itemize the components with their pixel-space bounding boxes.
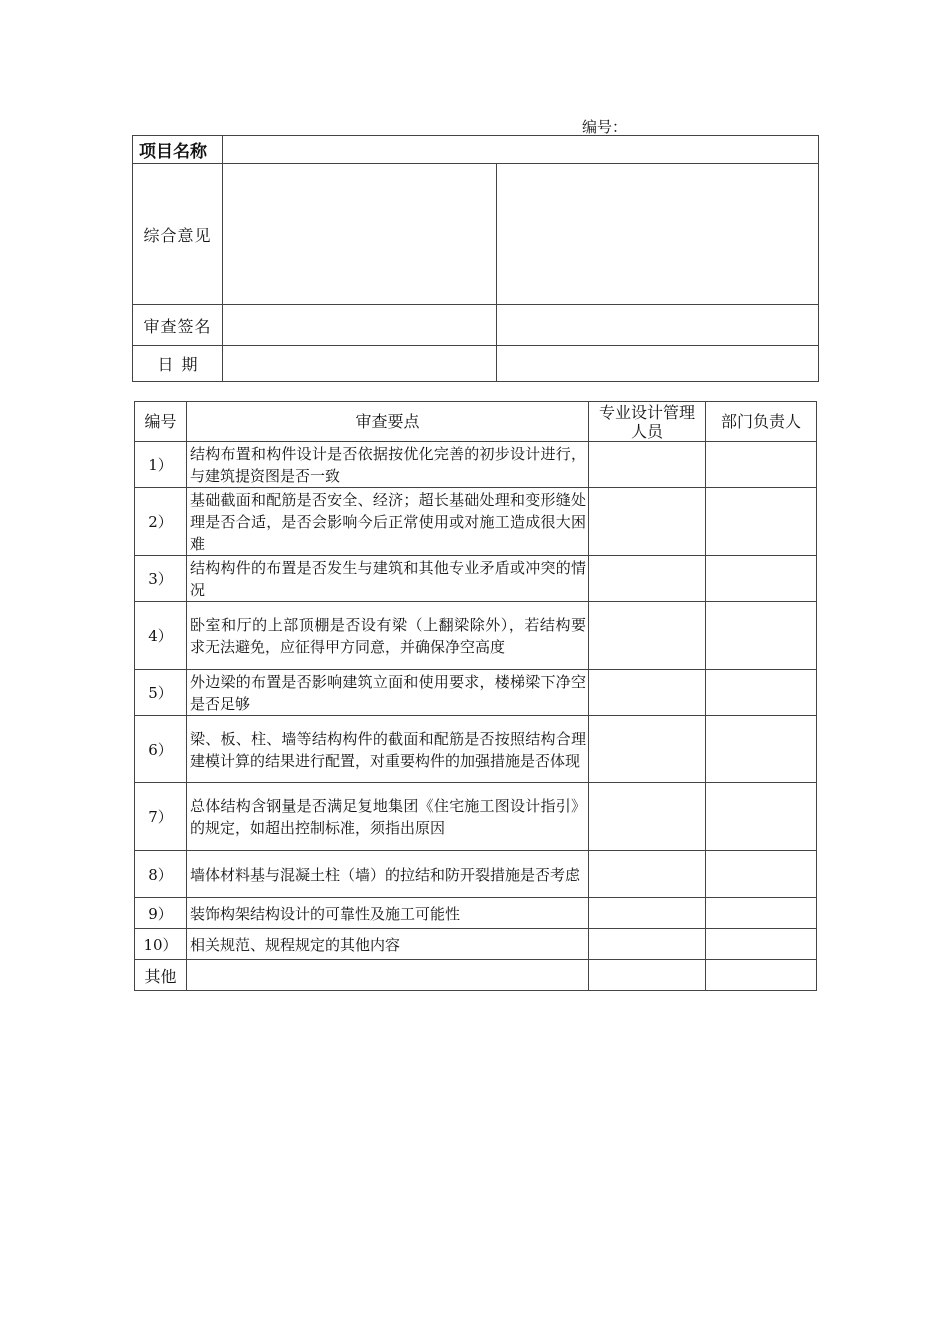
dept-head-cell[interactable] xyxy=(706,960,817,991)
design-manager-cell[interactable] xyxy=(589,716,706,783)
serial-number-label: 编号： xyxy=(582,118,628,136)
header-number: 编号 xyxy=(135,402,187,442)
item-text: 外边梁的布置是否影响建筑立面和使用要求，楼梯梁下净空是否足够 xyxy=(187,670,589,716)
overall-opinion-field-1[interactable] xyxy=(223,164,497,305)
item-text: 总体结构含钢量是否满足复地集团《住宅施工图设计指引》的规定，如超出控制标准，须指出原因 xyxy=(187,783,589,851)
item-number: 4） xyxy=(135,602,187,670)
table-row xyxy=(135,929,817,960)
project-name-label: 项目名称 xyxy=(133,136,223,164)
design-manager-cell[interactable] xyxy=(589,556,706,602)
review-checklist-table xyxy=(134,401,817,991)
item-text: 基础截面和配筋是否安全、经济；超长基础处理和变形缝处理是否合适，是否会影响今后正常使用或对施工造成很大困难 xyxy=(187,488,589,556)
table-row xyxy=(135,442,817,488)
item-number: 1） xyxy=(135,442,187,488)
header-row xyxy=(135,402,817,442)
item-text: 结构布置和构件设计是否依据按优化完善的初步设计进行，与建筑提资图是否一致 xyxy=(187,442,589,488)
date-label: 日期 xyxy=(133,346,223,382)
dept-head-cell[interactable] xyxy=(706,488,817,556)
table-row xyxy=(135,960,817,991)
item-number: 2） xyxy=(135,488,187,556)
item-text: 梁、板、柱、墙等结构构件的截面和配筋是否按照结构合理建模计算的结果进行配置，对重要构件的加强措施是否体现 xyxy=(187,716,589,783)
dept-head-cell[interactable] xyxy=(706,602,817,670)
overall-opinion-field-2[interactable] xyxy=(497,164,819,305)
date-field-1[interactable] xyxy=(223,346,497,382)
date-field-2[interactable] xyxy=(497,346,819,382)
header-dept-head: 部门负责人 xyxy=(706,402,817,442)
design-manager-cell[interactable] xyxy=(589,442,706,488)
design-manager-cell[interactable] xyxy=(589,960,706,991)
design-manager-cell[interactable] xyxy=(589,929,706,960)
design-manager-cell[interactable] xyxy=(589,783,706,851)
item-number: 3） xyxy=(135,556,187,602)
item-number: 9） xyxy=(135,898,187,929)
project-info-table xyxy=(132,135,819,382)
table-row xyxy=(135,556,817,602)
table-row xyxy=(135,783,817,851)
dept-head-cell[interactable] xyxy=(706,442,817,488)
design-manager-cell[interactable] xyxy=(589,602,706,670)
item-text: 结构构件的布置是否发生与建筑和其他专业矛盾或冲突的情况 xyxy=(187,556,589,602)
item-number: 5） xyxy=(135,670,187,716)
dept-head-cell[interactable] xyxy=(706,898,817,929)
design-manager-cell[interactable] xyxy=(589,898,706,929)
review-signature-field-2[interactable] xyxy=(497,305,819,346)
other-label: 其他 xyxy=(135,960,187,991)
item-number: 10） xyxy=(135,929,187,960)
item-number: 6） xyxy=(135,716,187,783)
item-number: 8） xyxy=(135,851,187,898)
design-manager-cell[interactable] xyxy=(589,488,706,556)
table-row xyxy=(135,716,817,783)
review-signature-field-1[interactable] xyxy=(223,305,497,346)
dept-head-cell[interactable] xyxy=(706,929,817,960)
item-number: 7） xyxy=(135,783,187,851)
overall-opinion-label: 综合意见 xyxy=(133,164,223,305)
project-name-field[interactable] xyxy=(223,136,819,164)
table-row xyxy=(135,488,817,556)
dept-head-cell[interactable] xyxy=(706,851,817,898)
table-row xyxy=(135,602,817,670)
item-text: 卧室和厅的上部顶棚是否设有梁（上翻梁除外），若结构要求无法避免，应征得甲方同意，并确保净空高度 xyxy=(187,602,589,670)
item-text: 装饰构架结构设计的可靠性及施工可能性 xyxy=(187,898,589,929)
design-manager-cell[interactable] xyxy=(589,851,706,898)
item-text: 墙体材料基与混凝土柱（墙）的拉结和防开裂措施是否考虑 xyxy=(187,851,589,898)
table-row xyxy=(135,851,817,898)
header-design-manager: 专业设计管理人员 xyxy=(589,402,706,442)
dept-head-cell[interactable] xyxy=(706,556,817,602)
dept-head-cell[interactable] xyxy=(706,670,817,716)
dept-head-cell[interactable] xyxy=(706,716,817,783)
item-text: 相关规范、规程规定的其他内容 xyxy=(187,929,589,960)
design-manager-cell[interactable] xyxy=(589,670,706,716)
other-text-cell[interactable] xyxy=(187,960,589,991)
table-row xyxy=(135,670,817,716)
review-signature-label: 审查签名 xyxy=(133,305,223,346)
header-review-points: 审查要点 xyxy=(187,402,589,442)
table-row xyxy=(135,898,817,929)
dept-head-cell[interactable] xyxy=(706,783,817,851)
